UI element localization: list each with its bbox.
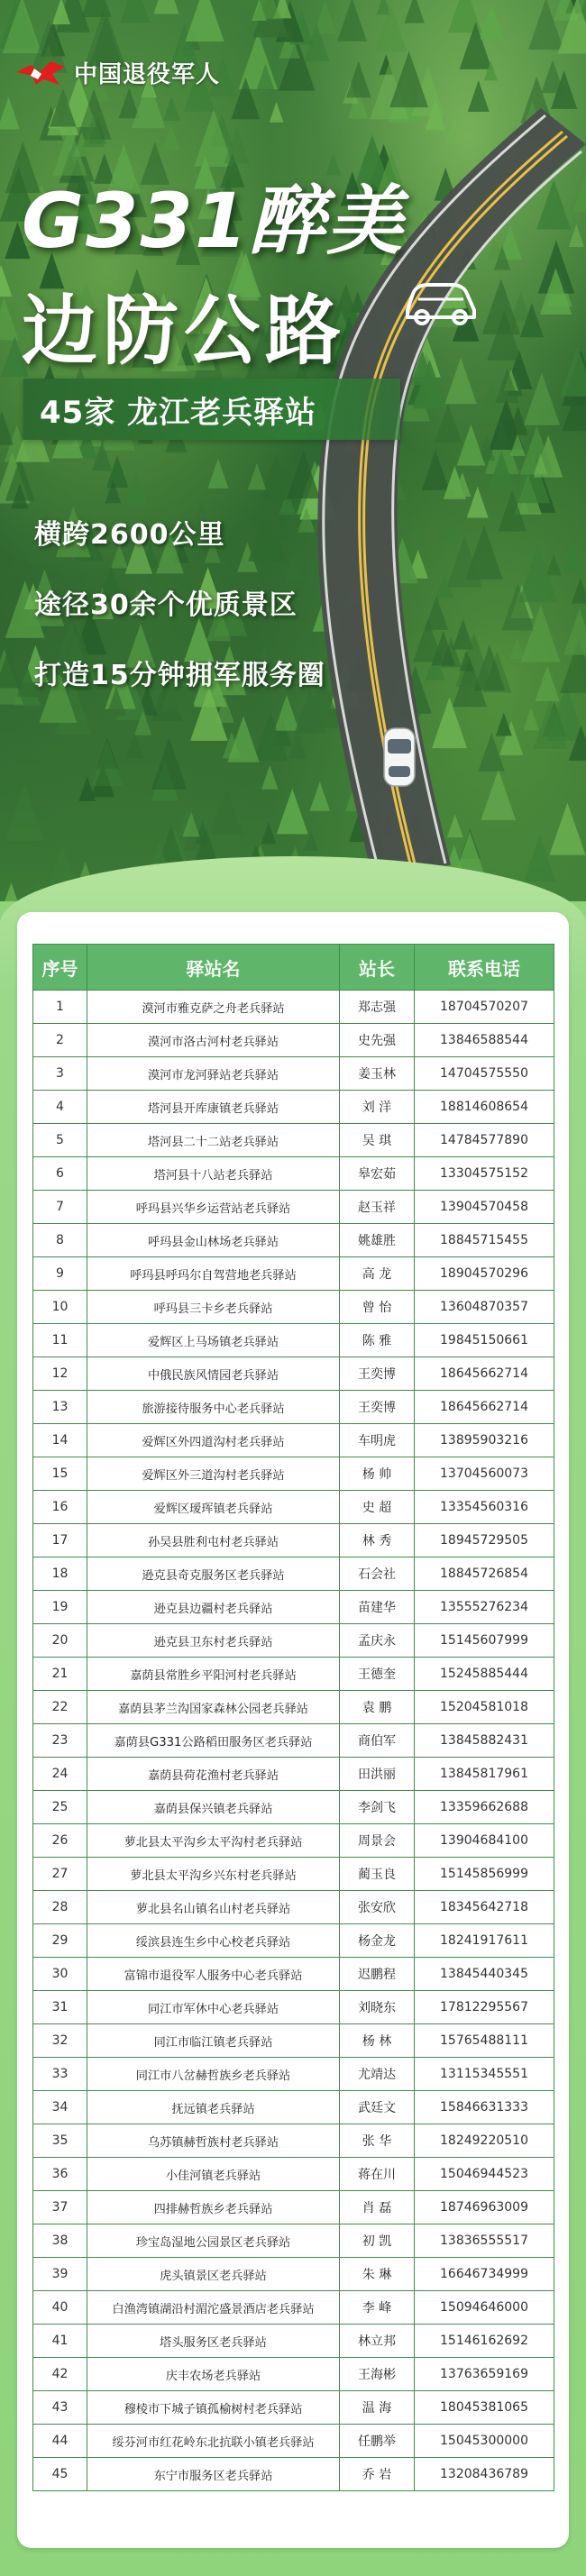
cell-station-name: 孙吴县胜利屯村老兵驿站 [87, 1524, 340, 1557]
table-row [33, 1858, 554, 1891]
cell-phone: 15045300000 [415, 2425, 554, 2458]
cell-phone: 19845150661 [415, 1324, 554, 1357]
cell-phone: 15846631333 [415, 2091, 554, 2124]
cell-phone: 13763659169 [415, 2358, 554, 2391]
road-illustration [0, 0, 586, 901]
cell-index: 38 [33, 2224, 87, 2258]
cell-manager: 迟鹏程 [340, 1958, 415, 1991]
cell-station-name: 乌苏镇赫哲族村老兵驿站 [87, 2124, 340, 2158]
subtitle-text: 45家 龙江老兵驿站 [40, 394, 317, 431]
cell-phone: 13604870357 [415, 1291, 554, 1324]
header-phone: 联系电话 [415, 945, 554, 991]
cell-manager: 蒋在川 [340, 2158, 415, 2191]
cell-station-name: 同江市八岔赫哲族乡老兵驿站 [87, 2058, 340, 2091]
cell-index: 32 [33, 2024, 87, 2058]
cell-index: 17 [33, 1524, 87, 1557]
cell-index: 13 [33, 1391, 87, 1424]
cell-phone: 13354560316 [415, 1491, 554, 1524]
cell-index: 2 [33, 1024, 87, 1057]
cell-station-name: 呼玛县三卡乡老兵驿站 [87, 1291, 340, 1324]
cell-phone: 15146162692 [415, 2325, 554, 2358]
cell-phone: 18904570296 [415, 1257, 554, 1291]
table-row [33, 1924, 554, 1958]
cell-station-name: 漠河市雅克萨之舟老兵驿站 [87, 991, 340, 1024]
cell-station-name: 穆棱市下城子镇孤榆树村老兵驿站 [87, 2391, 340, 2425]
cell-phone: 18845715455 [415, 1224, 554, 1257]
table-row [33, 1658, 554, 1691]
cell-manager: 乔 岩 [340, 2458, 415, 2491]
cell-phone: 18345642718 [415, 1891, 554, 1924]
cell-manager: 温 海 [340, 2391, 415, 2425]
cell-station-name: 嘉荫县常胜乡平阳河村老兵驿站 [87, 1658, 340, 1691]
cell-phone: 18746963009 [415, 2191, 554, 2224]
table-row [33, 1024, 554, 1057]
cell-station-name: 呼玛县呼玛尔自驾营地老兵驿站 [87, 1257, 340, 1291]
cell-phone: 18645662714 [415, 1357, 554, 1391]
cell-station-name: 庆丰农场老兵驿站 [87, 2358, 340, 2391]
table-row [33, 1491, 554, 1524]
cell-manager: 初 凯 [340, 2224, 415, 2258]
cell-manager: 朱 琳 [340, 2258, 415, 2291]
cell-phone: 17812295567 [415, 1991, 554, 2024]
cell-phone: 18704570207 [415, 991, 554, 1024]
cell-phone: 15094646000 [415, 2291, 554, 2325]
cell-phone: 18045381065 [415, 2391, 554, 2425]
cell-station-name: 呼玛县兴华乡运营站老兵驿站 [87, 1191, 340, 1224]
cell-index: 33 [33, 2058, 87, 2091]
cell-manager: 任鹏举 [340, 2425, 415, 2458]
table-row [33, 1524, 554, 1557]
cell-manager: 吴 琪 [340, 1124, 415, 1157]
cell-phone: 15046944523 [415, 2158, 554, 2191]
cell-station-name: 爱辉区外四道沟村老兵驿站 [87, 1424, 340, 1457]
table-row [33, 1457, 554, 1491]
table-row [33, 1391, 554, 1424]
cell-index: 4 [33, 1091, 87, 1124]
table-row [33, 991, 554, 1024]
cell-phone: 13208436789 [415, 2458, 554, 2491]
cell-manager: 杨 林 [340, 2024, 415, 2058]
table-row [33, 1257, 554, 1291]
cell-station-name: 逊克县边疆村老兵驿站 [87, 1591, 340, 1624]
cell-manager: 刘 洋 [340, 1091, 415, 1124]
cell-manager: 王德奎 [340, 1658, 415, 1691]
table-row [33, 1958, 554, 1991]
table-row [33, 1124, 554, 1157]
cell-station-name: 白渔湾镇湖沿村湄沱盛景酒店老兵驿站 [87, 2291, 340, 2325]
cell-index: 14 [33, 1424, 87, 1457]
cell-index: 36 [33, 2158, 87, 2191]
cell-phone: 15245885444 [415, 1658, 554, 1691]
cell-station-name: 嘉荫县荷花渔村老兵驿站 [87, 1758, 340, 1791]
table-row [33, 2258, 554, 2291]
table-row [33, 2458, 554, 2491]
cell-index: 10 [33, 1291, 87, 1324]
cell-phone: 13845440345 [415, 1958, 554, 1991]
cell-station-name: 萝北县太平沟乡兴东村老兵驿站 [87, 1858, 340, 1891]
cell-phone: 13359662688 [415, 1791, 554, 1824]
cell-manager: 李剑飞 [340, 1791, 415, 1824]
cell-index: 43 [33, 2391, 87, 2425]
cell-manager: 王奕博 [340, 1357, 415, 1391]
cell-manager: 孟庆永 [340, 1624, 415, 1658]
cell-index: 44 [33, 2425, 87, 2458]
table-row [33, 1691, 554, 1724]
cell-phone: 18249220510 [415, 2124, 554, 2158]
header-station-name: 驿站名 [87, 945, 340, 991]
cell-manager: 肖 磊 [340, 2191, 415, 2224]
logo-text: 中国退役军人 [74, 61, 221, 88]
cell-station-name: 小佳河镇老兵驿站 [87, 2158, 340, 2191]
cell-manager: 王海彬 [340, 2358, 415, 2391]
cell-index: 7 [33, 1191, 87, 1224]
cell-station-name: 富锦市退役军人服务中心老兵驿站 [87, 1958, 340, 1991]
cell-manager: 刘晓东 [340, 1991, 415, 2024]
cell-station-name: 逊克县卫东村老兵驿站 [87, 1624, 340, 1658]
cell-station-name: 萝北县太平沟乡太平沟村老兵驿站 [87, 1824, 340, 1858]
table-row [33, 1557, 554, 1591]
cell-manager: 尤靖达 [340, 2058, 415, 2091]
cell-index: 15 [33, 1457, 87, 1491]
cell-station-name: 塔河县开库康镇老兵驿站 [87, 1091, 340, 1124]
cell-manager: 高 龙 [340, 1257, 415, 1291]
cell-index: 6 [33, 1157, 87, 1191]
cell-phone: 15145607999 [415, 1624, 554, 1658]
cell-index: 45 [33, 2458, 87, 2491]
cell-station-name: 爱辉区瑷珲镇老兵驿站 [87, 1491, 340, 1524]
cell-station-name: 珍宝岛湿地公园景区老兵驿站 [87, 2224, 340, 2258]
cell-station-name: 抚远镇老兵驿站 [87, 2091, 340, 2124]
cell-phone: 15204581018 [415, 1691, 554, 1724]
table-row [33, 2358, 554, 2391]
cell-index: 20 [33, 1624, 87, 1658]
cell-phone: 14704575550 [415, 1057, 554, 1091]
cell-index: 42 [33, 2358, 87, 2391]
table-header-row [33, 945, 554, 991]
cell-phone: 18241917611 [415, 1924, 554, 1958]
cell-phone: 15145856999 [415, 1858, 554, 1891]
table-row [33, 1624, 554, 1658]
cell-manager: 林立邦 [340, 2325, 415, 2358]
cell-index: 18 [33, 1557, 87, 1591]
cell-index: 40 [33, 2291, 87, 2325]
cell-index: 35 [33, 2124, 87, 2158]
cell-index: 31 [33, 1991, 87, 2024]
subtitle-banner [23, 379, 400, 440]
cell-index: 28 [33, 1891, 87, 1924]
cell-phone: 13845817961 [415, 1758, 554, 1791]
cell-phone: 13304575152 [415, 1157, 554, 1191]
cell-phone: 18814608654 [415, 1091, 554, 1124]
table-row [33, 1057, 554, 1091]
cell-index: 3 [33, 1057, 87, 1091]
cell-manager: 王奕博 [340, 1391, 415, 1424]
cell-manager: 曾 怡 [340, 1291, 415, 1324]
table-row [33, 2224, 554, 2258]
cell-index: 9 [33, 1257, 87, 1291]
cell-manager: 姜玉林 [340, 1057, 415, 1091]
cell-station-name: 虎头镇景区老兵驿站 [87, 2258, 340, 2291]
hero-banner [0, 0, 586, 901]
cell-station-name: 萝北县名山镇名山村老兵驿站 [87, 1891, 340, 1924]
car-outline-icon [400, 272, 481, 326]
table-row [33, 2091, 554, 2124]
table-row [33, 1324, 554, 1357]
cell-index: 5 [33, 1124, 87, 1157]
header-index: 序号 [33, 945, 87, 991]
cell-phone: 13895903216 [415, 1424, 554, 1457]
cell-station-name: 嘉荫县G331公路稻田服务区老兵驿站 [87, 1724, 340, 1758]
table-row [33, 2325, 554, 2358]
cell-manager: 皋宏茹 [340, 1157, 415, 1191]
cell-manager: 蔺玉良 [340, 1858, 415, 1891]
cell-manager: 陈 雅 [340, 1324, 415, 1357]
table-row [33, 2124, 554, 2158]
cell-station-name: 爱辉区上马场镇老兵驿站 [87, 1324, 340, 1357]
cell-station-name: 嘉荫县保兴镇老兵驿站 [87, 1791, 340, 1824]
cell-phone: 16646734999 [415, 2258, 554, 2291]
table-row [33, 1758, 554, 1791]
table-row [33, 1724, 554, 1758]
stations-table [32, 944, 554, 2491]
cell-index: 16 [33, 1491, 87, 1524]
cell-index: 12 [33, 1357, 87, 1391]
table-row [33, 1591, 554, 1624]
title-line-1: G331醉美 [22, 177, 405, 265]
cell-manager: 史先强 [340, 1024, 415, 1057]
cell-phone: 13555276234 [415, 1591, 554, 1624]
cell-phone: 15765488111 [415, 2024, 554, 2058]
table-row [33, 1091, 554, 1124]
cell-manager: 周景会 [340, 1824, 415, 1858]
cell-station-name: 绥芬河市红花岭东北抗联小镇老兵驿站 [87, 2425, 340, 2458]
veterans-logo-icon [16, 59, 65, 87]
cell-phone: 18945729505 [415, 1524, 554, 1557]
cell-index: 22 [33, 1691, 87, 1724]
cell-index: 21 [33, 1658, 87, 1691]
cell-manager: 郑志强 [340, 991, 415, 1024]
cell-index: 1 [33, 991, 87, 1024]
cell-manager: 史 超 [340, 1491, 415, 1524]
table-row [33, 1424, 554, 1457]
cell-manager: 李 峰 [340, 2291, 415, 2325]
cell-phone: 13846588544 [415, 1024, 554, 1057]
cell-index: 29 [33, 1924, 87, 1958]
cell-manager: 赵玉祥 [340, 1191, 415, 1224]
cell-manager: 姚雄胜 [340, 1224, 415, 1257]
highlight-1: 横跨2600公里 [34, 519, 225, 551]
cell-station-name: 四排赫哲族乡老兵驿站 [87, 2191, 340, 2224]
table-row [33, 1991, 554, 2024]
cell-station-name: 爱辉区外三道沟村老兵驿站 [87, 1457, 340, 1491]
cell-index: 34 [33, 2091, 87, 2124]
highlight-3: 打造15分钟拥军服务圈 [34, 660, 325, 691]
cell-manager: 张 华 [340, 2124, 415, 2158]
cell-index: 39 [33, 2258, 87, 2291]
cell-phone: 18645662714 [415, 1391, 554, 1424]
cell-station-name: 塔河县二十二站老兵驿站 [87, 1124, 340, 1157]
table-row [33, 1357, 554, 1391]
cell-index: 25 [33, 1791, 87, 1824]
cell-manager: 车明虎 [340, 1424, 415, 1457]
cell-index: 26 [33, 1824, 87, 1858]
cell-index: 30 [33, 1958, 87, 1991]
highlight-2: 途径30余个优质景区 [34, 589, 298, 621]
cell-index: 24 [33, 1758, 87, 1791]
brand-logo [16, 56, 220, 89]
cell-phone: 13904570458 [415, 1191, 554, 1224]
cell-station-name: 中俄民族风情园老兵驿站 [87, 1357, 340, 1391]
cell-manager: 杨 帅 [340, 1457, 415, 1491]
cell-station-name: 漠河市龙河驿站老兵驿站 [87, 1057, 340, 1091]
table-row [33, 2291, 554, 2325]
table-row [33, 1191, 554, 1224]
cell-manager: 杨金龙 [340, 1924, 415, 1958]
table-row [33, 2058, 554, 2091]
cell-manager: 林 秀 [340, 1524, 415, 1557]
cell-manager: 苗建华 [340, 1591, 415, 1624]
cell-manager: 袁 鹏 [340, 1691, 415, 1724]
table-row [33, 1824, 554, 1858]
cell-phone: 14784577890 [415, 1124, 554, 1157]
table-row [33, 2158, 554, 2191]
table-row [33, 1291, 554, 1324]
cell-station-name: 塔河县十八站老兵驿站 [87, 1157, 340, 1191]
table-row [33, 2425, 554, 2458]
cell-station-name: 东宁市服务区老兵驿站 [87, 2458, 340, 2491]
table-row [33, 1891, 554, 1924]
cell-index: 11 [33, 1324, 87, 1357]
table-row [33, 2024, 554, 2058]
cell-manager: 石会社 [340, 1557, 415, 1591]
cell-manager: 田洪丽 [340, 1758, 415, 1791]
cell-phone: 18845726854 [415, 1557, 554, 1591]
cell-manager: 张安欣 [340, 1891, 415, 1924]
cell-phone: 13115345551 [415, 2058, 554, 2091]
title-line-2: 边防公路 [22, 287, 347, 375]
cell-manager: 商伯军 [340, 1724, 415, 1758]
cell-phone: 13904684100 [415, 1824, 554, 1858]
cell-station-name: 绥滨县连生乡中心校老兵驿站 [87, 1924, 340, 1958]
cell-index: 19 [33, 1591, 87, 1624]
cell-station-name: 呼玛县金山林场老兵驿站 [87, 1224, 340, 1257]
cell-station-name: 同江市临江镇老兵驿站 [87, 2024, 340, 2058]
cell-phone: 13836555517 [415, 2224, 554, 2258]
cell-index: 8 [33, 1224, 87, 1257]
cell-station-name: 塔头服务区老兵驿站 [87, 2325, 340, 2358]
table-row [33, 1157, 554, 1191]
cell-index: 41 [33, 2325, 87, 2358]
table-row [33, 1224, 554, 1257]
table-row [33, 1791, 554, 1824]
header-manager: 站长 [340, 945, 415, 991]
cell-phone: 13845882431 [415, 1724, 554, 1758]
car-icon [384, 728, 415, 786]
table-row [33, 2391, 554, 2425]
cell-station-name: 嘉荫县茅兰沟国家森林公园老兵驿站 [87, 1691, 340, 1724]
cell-phone: 13704560073 [415, 1457, 554, 1491]
cell-station-name: 逊克县奇克服务区老兵驿站 [87, 1557, 340, 1591]
cell-index: 27 [33, 1858, 87, 1891]
cell-index: 23 [33, 1724, 87, 1758]
cell-manager: 武廷文 [340, 2091, 415, 2124]
cell-station-name: 同江市军休中心老兵驿站 [87, 1991, 340, 2024]
cell-station-name: 漠河市洛古河村老兵驿站 [87, 1024, 340, 1057]
table-row [33, 2191, 554, 2224]
cell-station-name: 旅游接待服务中心老兵驿站 [87, 1391, 340, 1424]
cell-index: 37 [33, 2191, 87, 2224]
